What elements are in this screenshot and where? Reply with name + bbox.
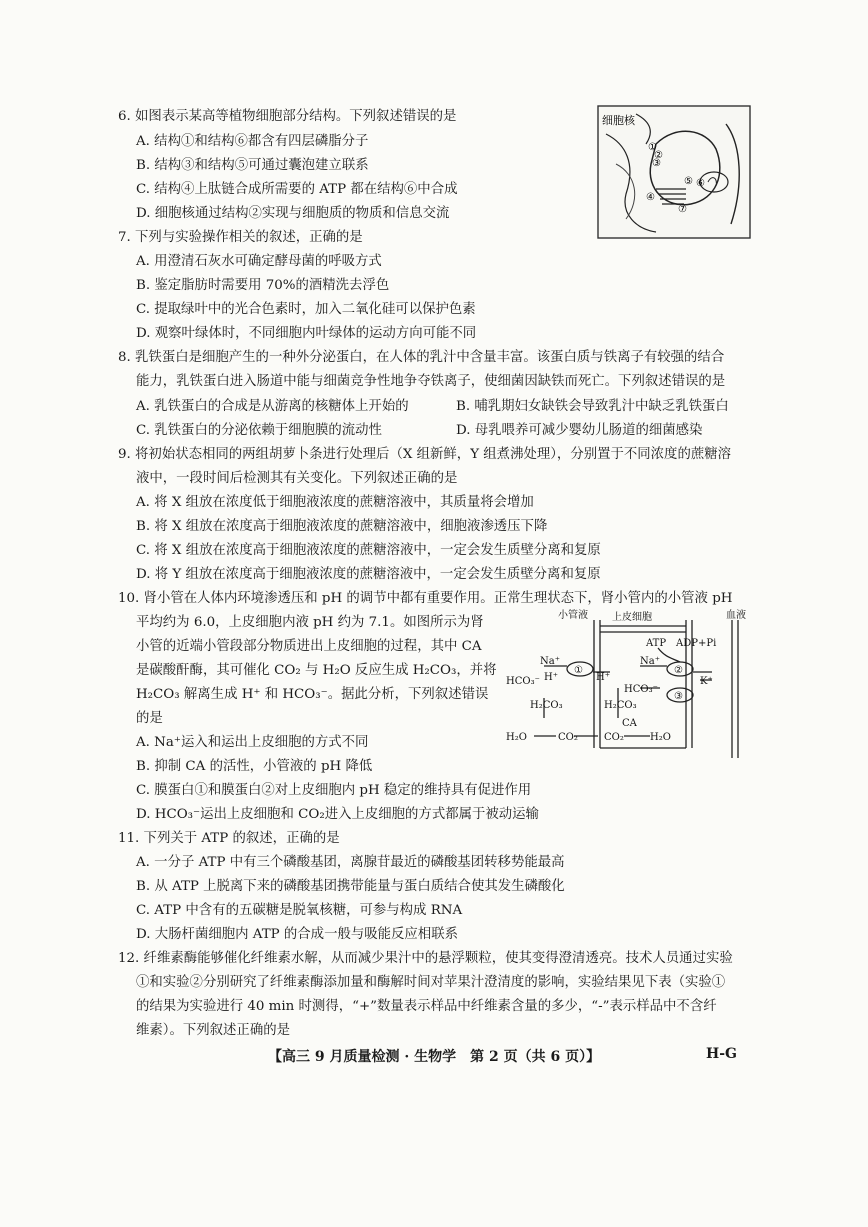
q10-stem-line2: 平均约为 6.0，上皮细胞内液 pH 约为 7.1。如图所示为肾: [136, 615, 484, 630]
q12-stem-line3: 的结果为实验进行 40 min 时测得，“+”数量表示样品中纤维素含量的多少，“-”表示样品中不含纤: [136, 999, 717, 1014]
q7-option-c: C. 提取绿叶中的光合色素时，加入二氧化硅可以保护色素: [136, 302, 476, 317]
q11-option-b: B. 从 ATP 上脱离下来的磷酸基团携带能量与蛋白质结合使其发生磷酸化: [136, 879, 565, 894]
q10-fig-na-right: Na⁺: [640, 656, 660, 667]
q6-stem: 6. 如图表示某高等植物细胞部分结构。下列叙述错误的是: [118, 109, 457, 124]
q12-stem-line2: ①和实验②分别研究了纤维素酶添加量和酶解时间对苹果汁澄清度的影响，实验结果见下表（实验①: [136, 975, 726, 990]
q10-fig-h-right: H⁺: [596, 672, 610, 683]
q11-option-d: D. 大肠杆菌细胞内 ATP 的合成一般与吸能反应相联系: [136, 927, 458, 942]
q10-stem: 10. 肾小管在人体内环境渗透压和 pH 的调节中都有重要作用。正常生理状态下，肾小管内的小管液 pH: [118, 591, 733, 606]
q10-fig-protein-1: ①: [574, 665, 583, 676]
q9-stem: 9. 将初始状态相同的两组胡萝卜条进行处理后（X 组新鲜，Y 组煮沸处理），分别置于不同浓度的蔗糖溶: [118, 447, 732, 462]
q8-option-b: B. 哺乳期妇女缺铁会导致乳汁中缺乏乳铁蛋白: [456, 399, 729, 414]
q6-fig-num-5: ⑤: [684, 176, 693, 187]
q8-stem: 8. 乳铁蛋白是细胞产生的一种外分泌蛋白，在人体的乳汁中含量丰富。该蛋白质与铁离子有较强的结合: [118, 350, 725, 365]
q6-option-b: B. 结构③和结构⑤可通过囊泡建立联系: [136, 158, 369, 173]
q8-stem-continued: 能力，乳铁蛋白进入肠道中能与细菌竞争性地争夺铁离子，使细菌因缺铁而死亡。下列叙述错误的是: [136, 374, 726, 389]
q10-fig-k: K⁺: [700, 676, 713, 687]
q10-fig-hco3-left: HCO₃⁻: [506, 676, 540, 687]
q10-fig-h2co3-right: H₂CO₃: [604, 700, 637, 711]
q10-fig-co2-left: CO₂: [558, 732, 578, 743]
q6-fig-num-3: ③: [652, 158, 661, 169]
q10-stem-line6: 的是: [136, 711, 163, 726]
q6-option-d: D. 细胞核通过结构②实现与细胞质的物质和信息交流: [136, 206, 450, 221]
q10-fig-epithelial-label: 上皮细胞: [612, 612, 652, 623]
q10-fig-co2-mid: CO₂: [604, 732, 624, 743]
q10-fig-adp: ADP+Pi: [676, 638, 717, 649]
page-footer: 【高三 9 月质量检测 · 生物学 第 2 页（共 6 页）】: [268, 1049, 601, 1065]
q10-fig-h2co3-left: H₂CO₃: [530, 700, 563, 711]
q10-stem-line3: 小管的近端小管段部分物质进出上皮细胞的过程，其中 CA: [136, 639, 482, 654]
q10-fig-ca: CA: [622, 718, 637, 729]
q8-option-c: C. 乳铁蛋白的分泌依赖于细胞膜的流动性: [136, 423, 382, 438]
q7-option-b: B. 鉴定脂肪时需要用 70%的酒精洗去浮色: [136, 278, 390, 293]
q10-fig-blood-label: 血液: [726, 610, 746, 621]
q6-option-c: C. 结构④上肽链合成所需要的 ATP 都在结构⑥中合成: [136, 182, 458, 197]
q10-option-b: B. 抑制 CA 的活性，小管液的 pH 降低: [136, 759, 373, 774]
q10-fig-hco3-right: HCO₃⁻: [624, 684, 658, 695]
q10-fig-tubule-label: 小管液: [558, 610, 588, 621]
q6-fig-nucleus-label: 细胞核: [602, 114, 635, 127]
q10-kidney-tubule-figure: [500, 608, 754, 760]
q9-option-c: C. 将 X 组放在浓度高于细胞液浓度的蔗糖溶液中，一定会发生质壁分离和复原: [136, 543, 601, 558]
q12-stem: 12. 纤维素酶能够催化纤维素水解，从而减少果汁中的悬浮颗粒，使其变得澄清透亮。技术人员通过实验: [118, 951, 733, 966]
q9-option-b: B. 将 X 组放在浓度高于细胞液浓度的蔗糖溶液中，细胞液渗透压下降: [136, 519, 548, 534]
q10-fig-h-left: H⁺: [544, 672, 558, 683]
q9-option-d: D. 将 Y 组放在浓度高于细胞液浓度的蔗糖溶液中，一定会发生质壁分离和复原: [136, 567, 601, 582]
q6-fig-num-4: ④: [646, 192, 655, 203]
q7-option-a: A. 用澄清石灰水可确定酵母菌的呼吸方式: [136, 254, 382, 269]
q6-fig-num-2: ②: [654, 150, 663, 161]
q9-stem-continued: 液中，一段时间后检测其有关变化。下列叙述正确的是: [136, 471, 458, 486]
q10-stem-line4: 是碳酸酐酶，其可催化 CO₂ 与 H₂O 反应生成 H₂CO₃，并将: [136, 663, 497, 678]
q10-stem-line5: H₂CO₃ 解离生成 H⁺ 和 HCO₃⁻。据此分析，下列叙述错误: [136, 687, 489, 702]
q9-option-a: A. 将 X 组放在浓度低于细胞液浓度的蔗糖溶液中，其质量将会增加: [136, 495, 534, 510]
q10-option-a: A. Na⁺运入和运出上皮细胞的方式不同: [136, 735, 369, 750]
q8-option-a: A. 乳铁蛋白的合成是从游离的核糖体上开始的: [136, 399, 409, 414]
q6-fig-num-6: ⑥: [696, 178, 705, 189]
q6-cell-figure: [596, 104, 752, 240]
q10-fig-protein-3: ③: [674, 691, 683, 702]
q6-fig-num-1: ①: [648, 142, 657, 153]
q8-option-d: D. 母乳喂养可减少婴幼儿肠道的细菌感染: [456, 423, 703, 438]
q7-option-d: D. 观察叶绿体时，不同细胞内叶绿体的运动方向可能不同: [136, 326, 477, 341]
q10-option-d: D. HCO₃⁻运出上皮细胞和 CO₂进入上皮细胞的方式都属于被动运输: [136, 807, 539, 822]
q6-option-a: A. 结构①和结构⑥都含有四层磷脂分子: [136, 134, 369, 149]
q10-fig-atp: ATP: [646, 638, 667, 649]
q11-option-c: C. ATP 中含有的五碳糖是脱氧核糖，可参与构成 RNA: [136, 903, 463, 918]
q10-fig-na-left: Na⁺: [540, 656, 560, 667]
exam-version-code: H-G: [706, 1046, 737, 1062]
q12-stem-line4: 维素）。下列叙述正确的是: [136, 1023, 290, 1038]
q11-option-a: A. 一分子 ATP 中有三个磷酸基团，离腺苷最近的磷酸基团转移势能最高: [136, 855, 565, 870]
q6-fig-num-7: ⑦: [678, 204, 687, 215]
q10-fig-h2o-right: H₂O: [650, 732, 671, 743]
q7-stem: 7. 下列与实验操作相关的叙述，正确的是: [118, 230, 363, 245]
q10-option-c: C. 膜蛋白①和膜蛋白②对上皮细胞内 pH 稳定的维持具有促进作用: [136, 783, 532, 798]
q10-fig-protein-2: ②: [674, 665, 683, 676]
q10-fig-h2o-left: H₂O: [506, 732, 527, 743]
q11-stem: 11. 下列关于 ATP 的叙述，正确的是: [118, 831, 340, 846]
